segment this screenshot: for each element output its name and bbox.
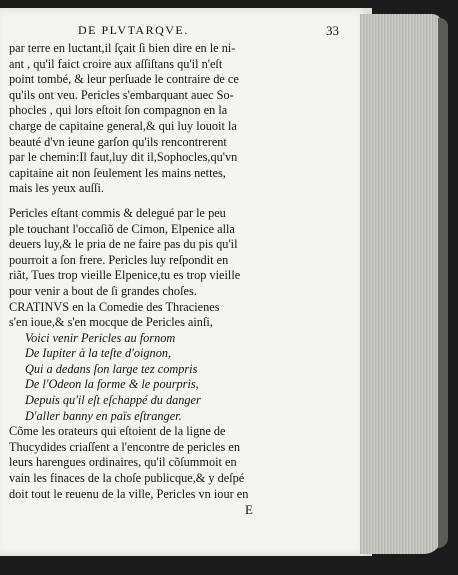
text-line: charge de capitaine general,& qui luy louoit la bbox=[9, 118, 237, 133]
text-line: vain les finaces de la choſe publicque,& y deſpé bbox=[9, 471, 245, 486]
text-line: leurs harengues ordinaires, qu'il cõſummoit en bbox=[9, 455, 237, 470]
text-line: point tombé, & leur perſuade le contraire de ce bbox=[9, 72, 239, 87]
verse-line: De l'Odeon la forme & le pourpris, bbox=[25, 377, 199, 392]
text-line: CRATINVS en la Comedie des Thracienes bbox=[9, 299, 220, 314]
text-line: beauté d'vn ieune garſon qu'ils rencontrerent bbox=[9, 134, 227, 149]
page-header bbox=[0, 23, 372, 39]
text-line: pourroit a ſon frere. Pericles luy reſpondit en bbox=[9, 252, 229, 267]
text-line: Thucydides criaſſent a l'encontre de pericles en bbox=[9, 439, 240, 454]
text-line: doit tout le reuenu de la ville, Pericles vn iour en bbox=[9, 486, 249, 501]
text-line: Pericles eſtant commis & delegué par le peu bbox=[9, 205, 226, 220]
verse-line: De Iupiter à la teſte d'oignon, bbox=[25, 346, 172, 361]
page-number: 33 bbox=[326, 23, 339, 38]
text-line: riãt, Tues trop vieille Elpenice,tu es trop vieille bbox=[9, 268, 241, 283]
book-page-edges bbox=[360, 14, 442, 554]
text-line: deuers luy,& le pria de ne faire pas du pis qu'il bbox=[9, 237, 238, 252]
running-head: DE PLVTARQVE. bbox=[78, 23, 189, 37]
text-line: capitaine ait non ſeulement les mains nettes, bbox=[9, 165, 226, 180]
text-line: qu'ils ont veu. Pericles s'embarquant auec So- bbox=[9, 87, 234, 102]
text-line: pour venir a bout de ſi grandes choſes. bbox=[9, 283, 197, 298]
text-line: par le chemin:Il faut,luy dit il,Sophocles,qu'vn bbox=[9, 150, 238, 165]
text-line: phocles , qui lors eſtoit ſon compagnon en la bbox=[9, 103, 228, 118]
text-line: Cõme les orateurs qui eſtoient de la ligne de bbox=[9, 424, 226, 439]
signature-mark: E bbox=[245, 502, 253, 517]
verse-line: D'aller banny en païs eſtranger. bbox=[25, 408, 182, 423]
text-line: mais les yeux auſſi. bbox=[9, 181, 104, 196]
text-line: ant , qu'il faict croire aux aſſiſtans qu'il n'eſt bbox=[9, 56, 223, 71]
text-line: s'en ioue,& s'en mocque de Pericles ainſi, bbox=[9, 315, 213, 330]
verse-line: Voici venir Pericles au fornom bbox=[25, 330, 176, 345]
text-line: ple touchant l'occaſiõ de Cimon, Elpenice alla bbox=[9, 221, 235, 236]
text-line: par terre en luctant,il ſçait ſi bien dire en le ni- bbox=[9, 41, 236, 55]
verse-line: Qui a dedans ſon large tez compris bbox=[25, 361, 198, 376]
body-text bbox=[9, 41, 369, 502]
verse-line: Depuis qu'il eſt eſchappé du danger bbox=[25, 393, 201, 408]
